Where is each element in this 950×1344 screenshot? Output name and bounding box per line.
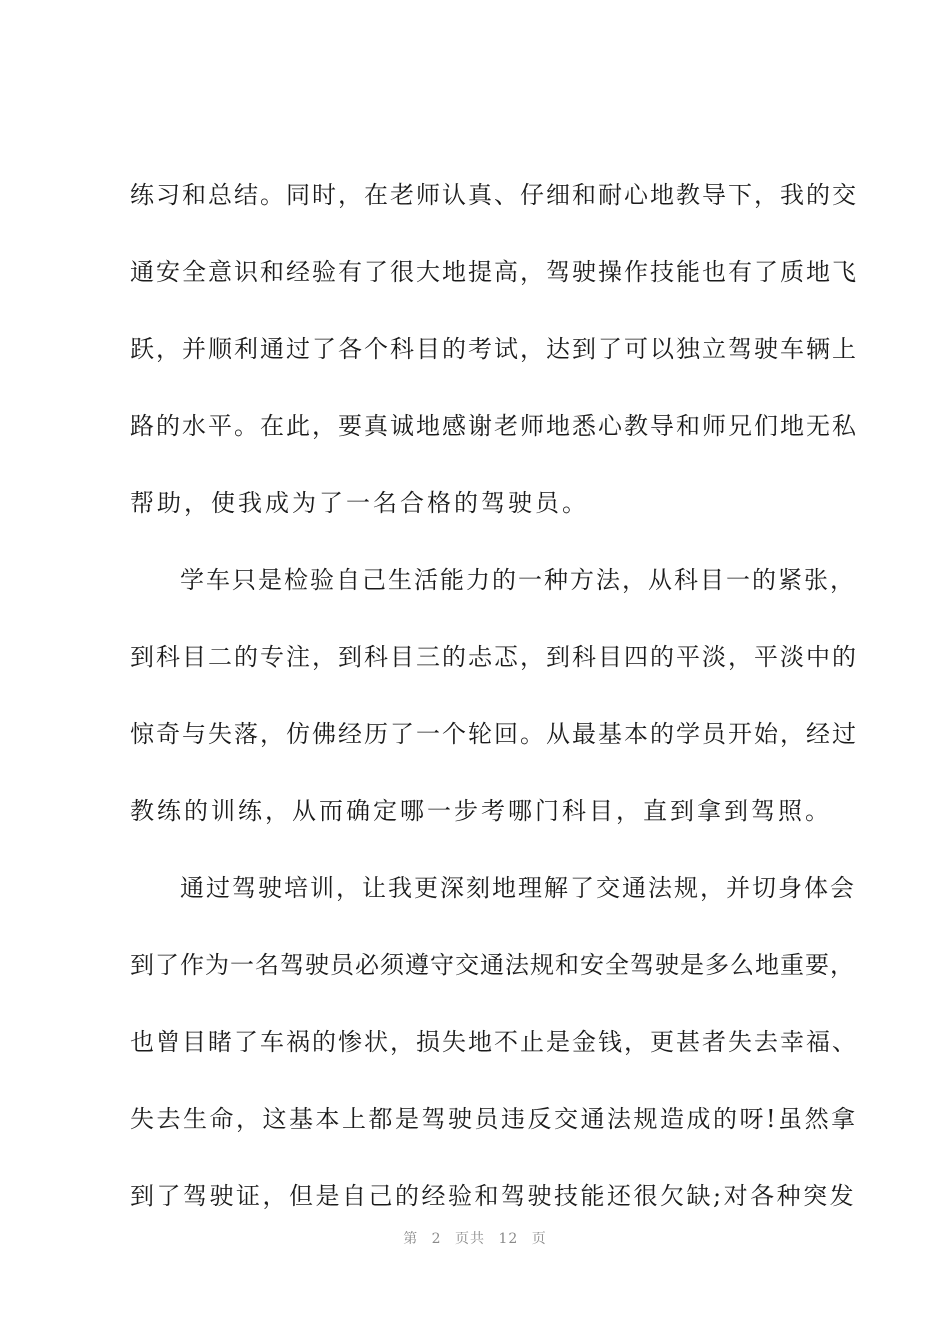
text-line: 教练的训练，从而确定哪一步考哪门科目，直到拿到驾照。 — [130, 797, 832, 825]
text-line: 失去生命，这基本上都是驾驶员违反交通法规造成的呀!虽然拿 — [130, 1105, 858, 1133]
paragraph-first-line: 学车只是检验自己生活能力的一种方法，从科目一的紧张， — [180, 566, 856, 594]
page-number-footer: 第 2 页共 12 页 — [403, 1231, 547, 1247]
text-line: 惊奇与失落，仿佛经历了一个轮回。从最基本的学员开始，经过 — [130, 720, 858, 748]
text-line: 帮助，使我成为了一名合格的驾驶员。 — [130, 489, 589, 517]
text-line: 到科目二的专注，到科目三的忐忑，到科目四的平淡，平淡中的 — [130, 643, 858, 671]
text-line: 通安全意识和经验有了很大地提高，驾驶操作技能也有了质地飞 — [130, 258, 858, 286]
text-line: 练习和总结。同时，在老师认真、仔细和耐心地教导下，我的交 — [130, 181, 858, 209]
text-line: 到了作为一名驾驶员必须遵守交通法规和安全驾驶是多么地重要， — [130, 951, 855, 979]
paragraph-first-line: 通过驾驶培训，让我更深刻地理解了交通法规，并切身体会 — [180, 874, 856, 902]
text-line: 也曾目睹了车祸的惨状，损失地不止是金钱，更甚者失去幸福、 — [130, 1028, 858, 1056]
text-line: 到了驾驶证，但是自己的经验和驾驶技能还很欠缺;对各种突发 — [130, 1182, 857, 1210]
text-line: 路的水平。在此，要真诚地感谢老师地悉心教导和师兄们地无私 — [130, 412, 858, 440]
text-line: 跃，并顺利通过了各个科目的考试，达到了可以独立驾驶车辆上 — [130, 335, 858, 363]
